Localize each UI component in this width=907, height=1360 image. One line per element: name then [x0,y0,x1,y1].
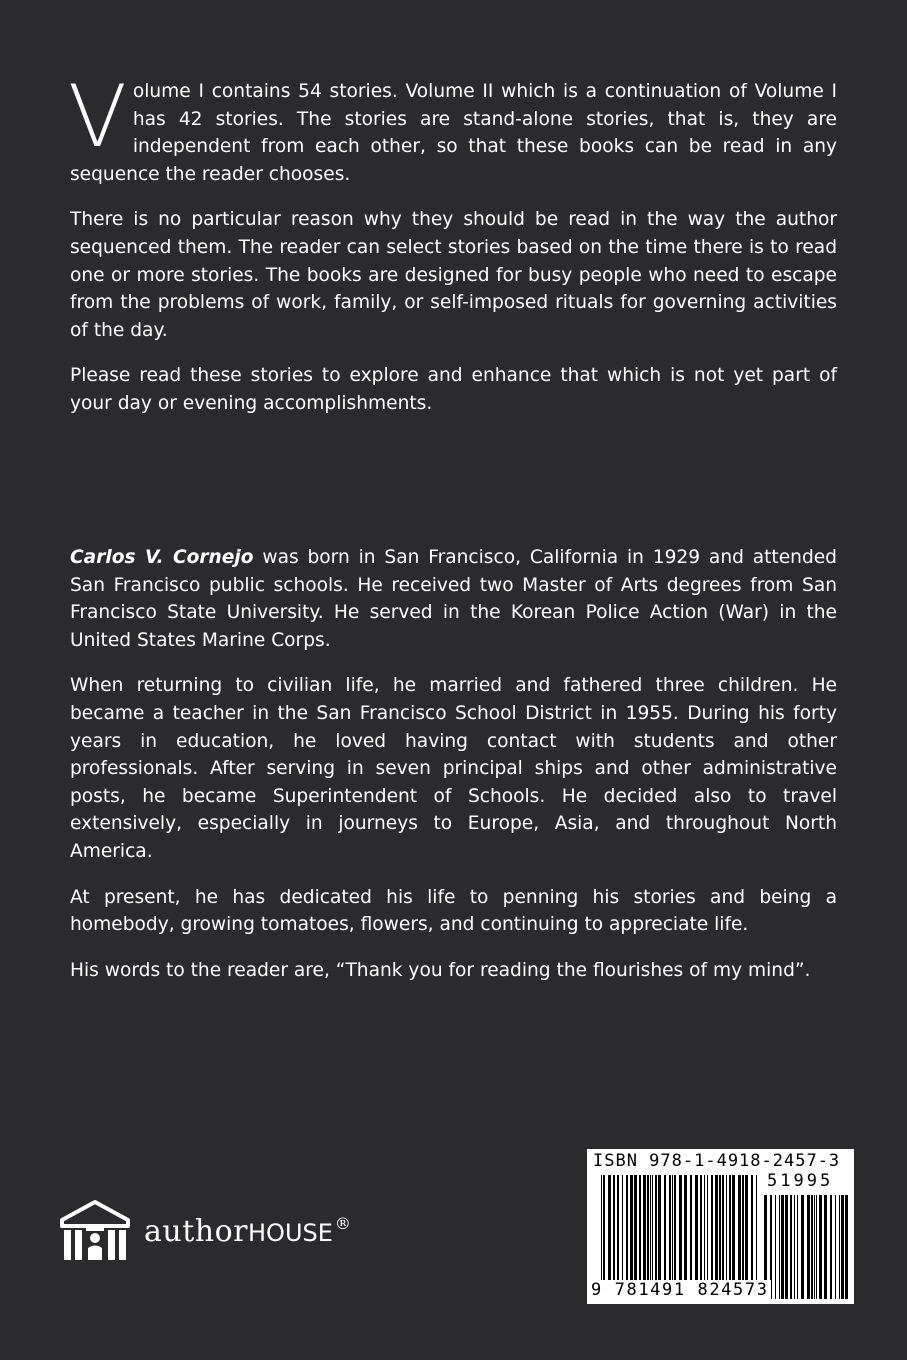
barcode-bar [756,1175,757,1285]
barcode-bar [617,1175,619,1285]
barcode-bar [655,1175,657,1285]
back-cover-blurb [68,67,837,436]
barcode-bar [835,1195,836,1299]
barcode-bar [664,1175,666,1285]
barcode-bar [738,1175,741,1285]
barcode-bar [839,1195,840,1299]
barcode-bar [704,1175,705,1285]
barcode-bar [626,1175,628,1285]
barcode-bar [751,1175,753,1285]
barcode-bar [700,1175,702,1285]
barcode-bar [811,1195,813,1299]
barcode-bar [643,1175,646,1285]
author-name: Carlos V. Cornejo [70,547,254,568]
barcode-bar [816,1195,817,1299]
barcode-bar [742,1175,744,1285]
barcode-bar [745,1175,748,1285]
publisher-logo [58,1198,351,1264]
barcode-bar [807,1195,810,1299]
bio-paragraph-3: At present, he has dedicated his life to penning his stories and being a homebody, growing tomatoes, flowers, and continuing to appreciate life. [70,886,837,936]
barcode-bar [711,1175,713,1285]
barcode-bar [830,1195,832,1299]
barcode-bar [715,1175,718,1285]
barcode-bar [679,1175,682,1285]
barcode-bar [695,1175,698,1285]
barcode-bar [790,1195,792,1299]
ean-digits: 9 781491 824573 [591,1280,769,1300]
isbn-label: ISBN 978-1-4918-2457-3 [593,1151,841,1171]
barcode-bar [603,1175,605,1285]
barcode-bar [674,1175,676,1285]
ean-barcode-bars [601,1175,759,1285]
barcode-bar [601,1175,602,1285]
blurb-paragraph-2: There is no particular reason why they should be read in the way the author sequenced them. The reader can select stories based on the time there is to read one or more stories. The books are designed for busy people who need to escape from the problems of work, family, or self-imposed rituals for governing activities of the day. [70,209,837,341]
barcode-bar [779,1195,780,1299]
barcode-bar [801,1195,804,1299]
bio-paragraph-1: Carlos V. Cornejo was born in San Francisco, California in 1929 and attended San Francisco public schools. He received two Master of Arts degrees from San Francisco State University. He served in the Korean Police Action (War) in the United States Marine Corps. [70,547,837,651]
author-bio [70,544,837,1002]
barcode-bar [613,1175,615,1285]
barcode-bar [814,1195,815,1299]
barcode-bar [794,1195,795,1299]
drop-cap: V [68,67,127,167]
barcode-bar [684,1175,687,1285]
barcode-bar [672,1175,673,1285]
publisher-brand: authorHOUSE ® [144,1213,352,1249]
barcode-bar [845,1195,848,1299]
barcode-bar [797,1195,798,1299]
barcode-bar [775,1195,776,1299]
barcode-bar [707,1175,708,1285]
barcode-bar [729,1175,731,1285]
barcode-bar [652,1175,653,1285]
blurb-paragraph-3: Please read these stories to explore and enhance that which is not yet part of your day or evening accomplishments. [70,365,837,414]
addon-barcode-bars [764,1195,848,1299]
barcode-bar [722,1175,724,1285]
barcode-bar [785,1195,788,1299]
barcode-bar [634,1175,637,1285]
barcode-bar [732,1175,735,1285]
barcode-bar [824,1195,827,1299]
authorhouse-logo-icon [58,1198,132,1264]
barcode-bar [650,1175,651,1285]
barcode-bar [781,1195,784,1299]
barcode-bar [622,1175,623,1285]
barcode-bar [630,1175,633,1285]
bio-paragraph-4: His words to the reader are, “Thank you for reading the flourishes of my mind”. [70,959,811,981]
barcode-bar [669,1175,671,1285]
bio-paragraph-2: When returning to civilian life, he married and fathered three children. He became a teacher in the San Francisco School District in 1955. During his forty years in education, he loved having contact with students and other professionals. After serving in seven principal ships and other administrative posts, he became Superintendent of Schools. He decided also to travel extensively, especially in journeys to Europe, Asia, and throughout North America. [70,675,837,862]
isbn-barcode [587,1149,854,1304]
barcode-bar [608,1175,611,1285]
barcode-bar [658,1175,661,1285]
barcode-bar [647,1175,649,1285]
barcode-bar [639,1175,641,1285]
price-code: 51995 [767,1171,834,1191]
barcode-bar [819,1195,822,1299]
blurb-paragraph-1: Volume I contains 54 stories. Volume II which is a continuation of Volume I has 42 stories. The stories are stand-alone stories, that is, they are independent from each other, so that these books can be read in any sequence the reader chooses. [68,67,837,185]
barcode-bar [690,1175,692,1285]
barcode-bar [841,1195,844,1299]
barcode-bar [719,1175,721,1285]
barcode-bar [726,1175,727,1285]
